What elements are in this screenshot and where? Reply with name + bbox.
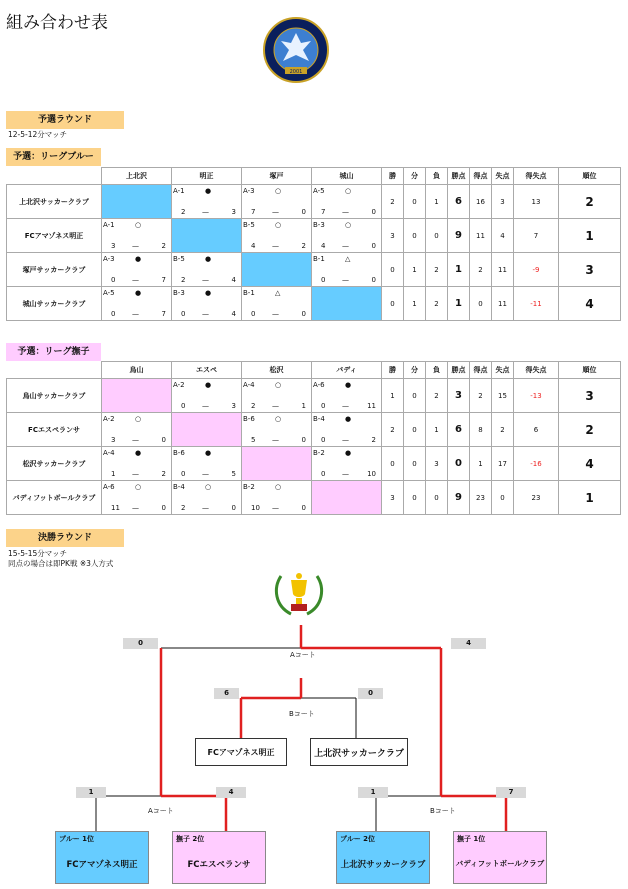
stat-header: 得点 xyxy=(470,362,492,379)
score-dash: — xyxy=(202,310,209,318)
final-score-left: 0 xyxy=(123,638,158,649)
draws: 0 xyxy=(404,219,426,253)
match-tag: A-1 xyxy=(173,187,185,195)
score-dash: — xyxy=(342,402,349,410)
losses: 1 xyxy=(426,413,448,447)
result-mark: ● xyxy=(205,187,212,195)
entry-blue-1-sub: ブルー 1位 xyxy=(59,835,95,843)
match-tag: A-4 xyxy=(103,449,115,457)
score-opp: 0 xyxy=(231,504,236,512)
score-dash: — xyxy=(132,436,139,444)
points: 0 xyxy=(448,447,470,481)
goal-difference: 13 xyxy=(514,185,559,219)
score-own: 2 xyxy=(181,504,186,512)
team-name: 松沢サッカークラブ xyxy=(7,447,102,481)
semi2-score-right: 7 xyxy=(496,787,526,798)
goals-against: 0 xyxy=(492,481,514,515)
prelim-round-label: 予選ラウンド xyxy=(6,111,124,129)
points: 1 xyxy=(448,253,470,287)
match-tag: A-2 xyxy=(103,415,115,423)
score-own: 0 xyxy=(251,310,256,318)
score-opp: 10 xyxy=(367,470,376,478)
score-dash: — xyxy=(202,276,209,284)
score-dash: — xyxy=(202,470,209,478)
result-mark: ● xyxy=(205,381,212,389)
semi1-court: Aコート xyxy=(148,807,174,815)
semi1-score-right: 4 xyxy=(216,787,246,798)
score-opp: 0 xyxy=(301,310,306,318)
goal-difference: -13 xyxy=(514,379,559,413)
goals-against: 3 xyxy=(492,185,514,219)
score-opp: 0 xyxy=(371,208,376,216)
draws: 0 xyxy=(404,481,426,515)
entry-pink-1 xyxy=(453,831,547,884)
opponent-header: 烏山 xyxy=(102,362,172,379)
score-dash: — xyxy=(132,242,139,250)
goals-against: 2 xyxy=(492,413,514,447)
goals-for: 2 xyxy=(470,253,492,287)
goal-difference: -11 xyxy=(514,287,559,321)
match-tag: A-6 xyxy=(103,483,115,491)
score-dash: — xyxy=(132,276,139,284)
points: 9 xyxy=(448,219,470,253)
rank: 4 xyxy=(559,287,621,321)
result-mark: ● xyxy=(205,255,212,263)
score-opp: 0 xyxy=(301,208,306,216)
losses: 2 xyxy=(426,253,448,287)
score-own: 11 xyxy=(111,504,120,512)
entry-blue-2-sub: ブルー 2位 xyxy=(340,835,376,843)
opponent-header: 上北沢 xyxy=(102,168,172,185)
points: 3 xyxy=(448,379,470,413)
losses: 3 xyxy=(426,447,448,481)
stat-header: 分 xyxy=(404,168,426,185)
third-score-left: 6 xyxy=(214,688,239,699)
draws: 0 xyxy=(404,379,426,413)
score-own: 7 xyxy=(251,208,256,216)
points: 6 xyxy=(448,413,470,447)
score-own: 2 xyxy=(251,402,256,410)
entry-pink-1-sub: 撫子 1位 xyxy=(457,835,486,843)
stat-header: 勝 xyxy=(382,168,404,185)
rank: 4 xyxy=(559,447,621,481)
match-tag: A-1 xyxy=(103,221,115,229)
score-opp: 0 xyxy=(371,276,376,284)
score-own: 1 xyxy=(111,470,116,478)
score-dash: — xyxy=(202,208,209,216)
score-own: 0 xyxy=(111,276,116,284)
losses: 0 xyxy=(426,481,448,515)
result-mark: ● xyxy=(345,381,352,389)
final-rule-1: 15-5-15分マッチ xyxy=(8,549,67,558)
match-tag: B-5 xyxy=(243,221,255,229)
score-opp: 2 xyxy=(161,242,166,250)
rank: 3 xyxy=(559,379,621,413)
score-own: 5 xyxy=(251,436,256,444)
match-tag: A-2 xyxy=(173,381,185,389)
result-mark: △ xyxy=(345,255,351,263)
wins: 3 xyxy=(382,481,404,515)
goals-for: 1 xyxy=(470,447,492,481)
stat-header: 順位 xyxy=(559,168,621,185)
wins: 0 xyxy=(382,447,404,481)
score-own: 2 xyxy=(181,208,186,216)
stat-header: 失点 xyxy=(492,168,514,185)
stat-header: 勝点 xyxy=(448,362,470,379)
stat-header: 勝 xyxy=(382,362,404,379)
goals-for: 8 xyxy=(470,413,492,447)
match-tag: B-3 xyxy=(313,221,325,229)
team-name: 城山サッカークラブ xyxy=(7,287,102,321)
wins: 2 xyxy=(382,185,404,219)
score-own: 0 xyxy=(321,436,326,444)
draws: 1 xyxy=(404,253,426,287)
score-opp: 0 xyxy=(161,504,166,512)
goal-difference: -9 xyxy=(514,253,559,287)
opponent-header: 城山 xyxy=(312,168,382,185)
rank: 1 xyxy=(559,219,621,253)
prelim-rule: 12-5-12分マッチ xyxy=(8,130,67,139)
match-tag: B-1 xyxy=(243,289,255,297)
goals-for: 2 xyxy=(470,379,492,413)
team-name: 烏山サッカークラブ xyxy=(7,379,102,413)
result-mark: ○ xyxy=(275,187,282,195)
score-dash: — xyxy=(272,310,279,318)
third-court: Bコート xyxy=(289,710,315,718)
score-own: 3 xyxy=(111,242,116,250)
score-opp: 0 xyxy=(301,436,306,444)
wins: 0 xyxy=(382,253,404,287)
rank: 3 xyxy=(559,253,621,287)
score-dash: — xyxy=(272,504,279,512)
opponent-header: 松沢 xyxy=(242,362,312,379)
final-court: Aコート xyxy=(290,651,316,659)
match-tag: B-4 xyxy=(313,415,325,423)
score-dash: — xyxy=(342,436,349,444)
points: 9 xyxy=(448,481,470,515)
score-own: 0 xyxy=(181,402,186,410)
score-dash: — xyxy=(132,504,139,512)
stat-header: 失点 xyxy=(492,362,514,379)
stat-header: 順位 xyxy=(559,362,621,379)
wins: 1 xyxy=(382,379,404,413)
match-tag: A-3 xyxy=(103,255,115,263)
score-opp: 4 xyxy=(231,310,236,318)
opponent-header: エスペ xyxy=(172,362,242,379)
score-own: 0 xyxy=(181,470,186,478)
rank: 2 xyxy=(559,413,621,447)
result-mark: ● xyxy=(135,289,142,297)
semi2-score-left: 1 xyxy=(358,787,388,798)
stat-header: 勝点 xyxy=(448,168,470,185)
draws: 0 xyxy=(404,413,426,447)
match-tag: A-3 xyxy=(243,187,255,195)
semi2-court: Bコート xyxy=(430,807,456,815)
score-dash: — xyxy=(342,208,349,216)
result-mark: ○ xyxy=(275,221,282,229)
score-opp: 1 xyxy=(301,402,306,410)
entry-blue-2 xyxy=(336,831,430,884)
pink-league-label: 予選：リーグ撫子 xyxy=(6,343,101,361)
score-dash: — xyxy=(132,310,139,318)
goals-for: 16 xyxy=(470,185,492,219)
result-mark: ○ xyxy=(345,187,352,195)
score-own: 3 xyxy=(111,436,116,444)
score-own: 7 xyxy=(321,208,326,216)
score-dash: — xyxy=(342,242,349,250)
goals-for: 11 xyxy=(470,219,492,253)
team-name: 塚戸サッカークラブ xyxy=(7,253,102,287)
match-tag: A-4 xyxy=(243,381,255,389)
score-opp: 5 xyxy=(231,470,236,478)
match-tag: A-5 xyxy=(313,187,325,195)
score-opp: 11 xyxy=(367,402,376,410)
losses: 1 xyxy=(426,185,448,219)
match-tag: A-5 xyxy=(103,289,115,297)
goal-difference: 6 xyxy=(514,413,559,447)
score-dash: — xyxy=(272,436,279,444)
third-score-right: 0 xyxy=(358,688,383,699)
match-tag: B-4 xyxy=(173,483,185,491)
semi1-score-left: 1 xyxy=(76,787,106,798)
score-opp: 2 xyxy=(161,470,166,478)
score-opp: 0 xyxy=(301,504,306,512)
result-mark: ○ xyxy=(135,221,142,229)
stat-header: 負 xyxy=(426,168,448,185)
blue-league-label: 予選：リーグブルー xyxy=(6,148,101,166)
logo-year: 2001 xyxy=(289,69,303,75)
draws: 0 xyxy=(404,185,426,219)
match-tag: B-1 xyxy=(313,255,325,263)
opponent-header: バディ xyxy=(312,362,382,379)
score-own: 0 xyxy=(321,276,326,284)
stat-header: 得点 xyxy=(470,168,492,185)
stat-header: 得失点 xyxy=(514,168,559,185)
result-mark: ○ xyxy=(345,221,352,229)
losses: 2 xyxy=(426,379,448,413)
result-mark: △ xyxy=(275,289,281,297)
score-opp: 4 xyxy=(231,276,236,284)
score-own: 0 xyxy=(111,310,116,318)
result-mark: ● xyxy=(345,449,352,457)
wins: 0 xyxy=(382,287,404,321)
stat-header: 分 xyxy=(404,362,426,379)
third-team-right: 上北沢サッカークラブ xyxy=(310,738,408,766)
score-opp: 3 xyxy=(231,208,236,216)
score-own: 4 xyxy=(321,242,326,250)
result-mark: ○ xyxy=(275,381,282,389)
stat-header: 負 xyxy=(426,362,448,379)
entry-pink-2-name: FCエスペランサ xyxy=(187,860,251,870)
score-own: 2 xyxy=(181,276,186,284)
score-dash: — xyxy=(202,504,209,512)
goal-difference: 23 xyxy=(514,481,559,515)
match-tag: B-6 xyxy=(243,415,255,423)
draws: 1 xyxy=(404,287,426,321)
third-team-left: FCアマゾネス明正 xyxy=(195,738,287,766)
goals-against: 15 xyxy=(492,379,514,413)
match-tag: A-6 xyxy=(313,381,325,389)
score-dash: — xyxy=(202,402,209,410)
score-opp: 3 xyxy=(231,402,236,410)
goals-against: 11 xyxy=(492,287,514,321)
goals-for: 23 xyxy=(470,481,492,515)
entry-blue-1-name: FCアマゾネス明正 xyxy=(66,860,138,870)
opponent-header: 塚戸 xyxy=(242,168,312,185)
goals-for: 0 xyxy=(470,287,492,321)
score-opp: 7 xyxy=(161,276,166,284)
team-name: バディフットボールクラブ xyxy=(7,481,102,515)
opponent-header: 明正 xyxy=(172,168,242,185)
entry-pink-2 xyxy=(172,831,266,884)
score-opp: 0 xyxy=(161,436,166,444)
score-dash: — xyxy=(272,402,279,410)
wins: 3 xyxy=(382,219,404,253)
final-rule-2: 同点の場合は即PK戦 ※3人方式 xyxy=(8,559,114,568)
entry-blue-1 xyxy=(55,831,149,884)
score-own: 10 xyxy=(251,504,260,512)
result-mark: ○ xyxy=(135,415,142,423)
final-round-label: 決勝ラウンド xyxy=(6,529,124,547)
result-mark: ○ xyxy=(205,483,212,491)
score-own: 4 xyxy=(251,242,256,250)
result-mark: ● xyxy=(205,449,212,457)
team-name: FCエスペランサ xyxy=(7,413,102,447)
match-tag: B-6 xyxy=(173,449,185,457)
entry-pink-2-sub: 撫子 2位 xyxy=(176,835,205,843)
result-mark: ● xyxy=(135,449,142,457)
losses: 0 xyxy=(426,219,448,253)
result-mark: ● xyxy=(135,255,142,263)
rank: 2 xyxy=(559,185,621,219)
score-own: 0 xyxy=(321,470,326,478)
score-own: 0 xyxy=(181,310,186,318)
entry-blue-2-name: 上北沢サッカークラブ xyxy=(340,860,426,870)
match-tag: B-3 xyxy=(173,289,185,297)
rank: 1 xyxy=(559,481,621,515)
goal-difference: -16 xyxy=(514,447,559,481)
entry-pink-1-name: バディフットボールクラブ xyxy=(455,859,545,868)
score-opp: 7 xyxy=(161,310,166,318)
result-mark: ○ xyxy=(275,483,282,491)
wins: 2 xyxy=(382,413,404,447)
match-tag: B-2 xyxy=(243,483,255,491)
score-own: 0 xyxy=(321,402,326,410)
final-score-right: 4 xyxy=(451,638,486,649)
goals-against: 17 xyxy=(492,447,514,481)
draws: 0 xyxy=(404,447,426,481)
score-opp: 2 xyxy=(301,242,306,250)
result-mark: ● xyxy=(345,415,352,423)
result-mark: ● xyxy=(205,289,212,297)
score-opp: 0 xyxy=(371,242,376,250)
score-dash: — xyxy=(132,470,139,478)
goals-against: 4 xyxy=(492,219,514,253)
match-tag: B-5 xyxy=(173,255,185,263)
team-name: 上北沢サッカークラブ xyxy=(7,185,102,219)
score-dash: — xyxy=(272,208,279,216)
match-tag: B-2 xyxy=(313,449,325,457)
losses: 2 xyxy=(426,287,448,321)
goal-difference: 7 xyxy=(514,219,559,253)
goals-against: 11 xyxy=(492,253,514,287)
stat-header: 得失点 xyxy=(514,362,559,379)
result-mark: ○ xyxy=(275,415,282,423)
score-dash: — xyxy=(342,470,349,478)
result-mark: ○ xyxy=(135,483,142,491)
score-dash: — xyxy=(342,276,349,284)
points: 6 xyxy=(448,185,470,219)
points: 1 xyxy=(448,287,470,321)
score-opp: 2 xyxy=(371,436,376,444)
score-dash: — xyxy=(272,242,279,250)
team-name: FCアマゾネス明正 xyxy=(7,219,102,253)
page-title: 組み合わせ表 xyxy=(6,13,108,33)
